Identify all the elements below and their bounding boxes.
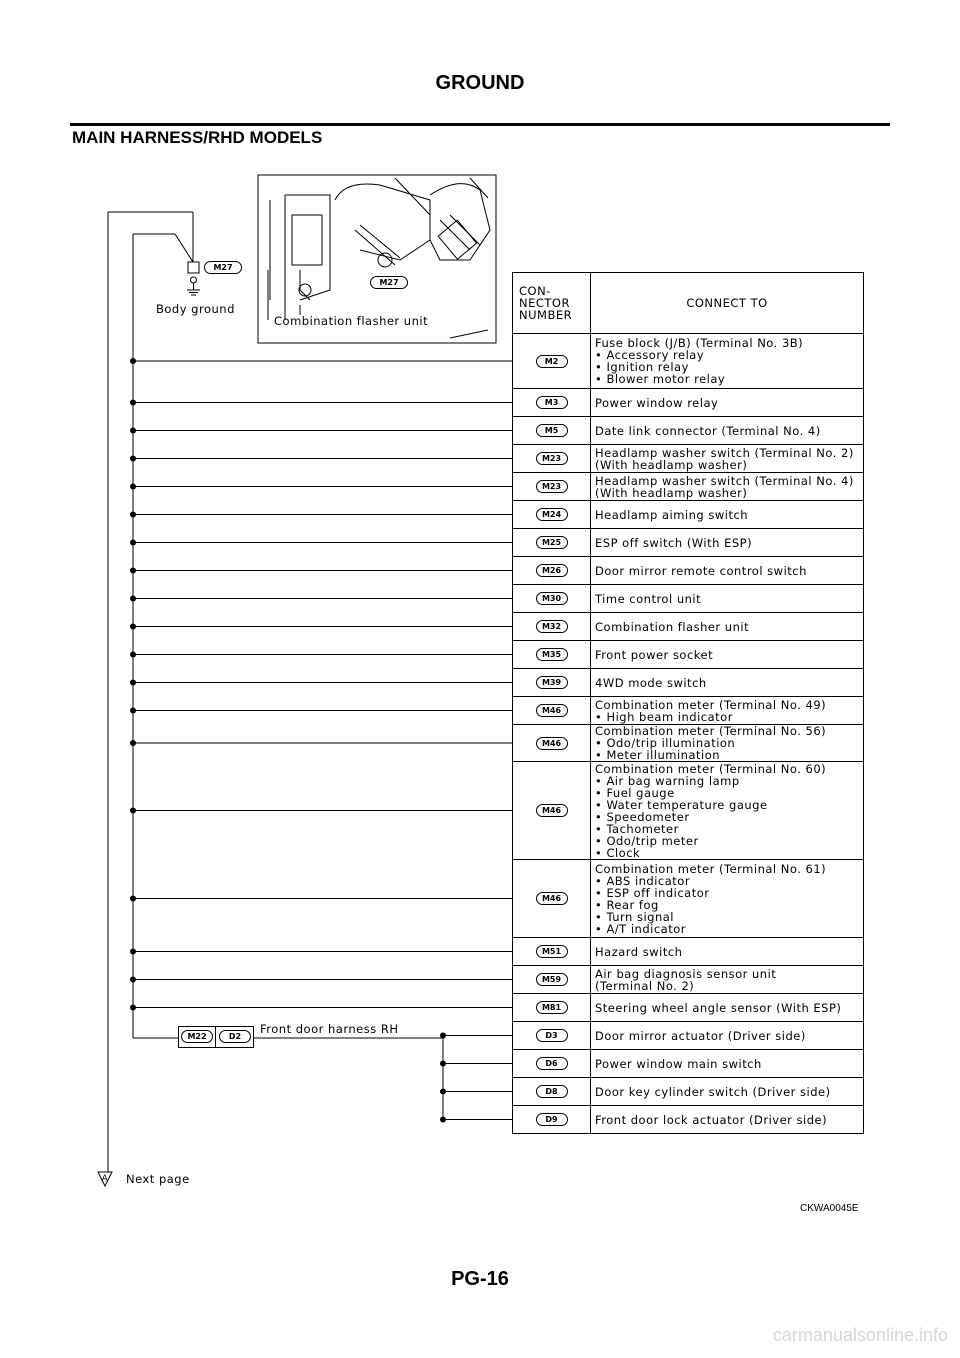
connector-label: M23	[536, 452, 568, 465]
connect-to-line: (With headlamp washer)	[595, 485, 748, 500]
splice-dot	[130, 949, 136, 955]
connect-to-line: • Turn signal	[595, 909, 674, 924]
connector-cell	[513, 697, 591, 725]
photo-connector-label: M27	[370, 276, 408, 289]
connect-to-cell	[591, 417, 864, 445]
page-number: PG-16	[451, 1268, 509, 1290]
connector-label: M30	[536, 592, 568, 605]
connect-to-cell	[591, 613, 864, 641]
connect-to-cell	[591, 725, 864, 762]
connector-cell	[513, 529, 591, 557]
connect-to-line: • Rear fog	[595, 897, 659, 912]
connect-to-line: Date link connector (Terminal No. 4)	[595, 423, 821, 438]
connector-label: M46	[536, 737, 568, 750]
connect-to-line: Steering wheel angle sensor (With ESP)	[595, 1000, 842, 1015]
splice-dot	[440, 1117, 446, 1123]
table-row	[513, 445, 864, 473]
table-row	[513, 585, 864, 613]
connect-to-cell	[591, 473, 864, 501]
splice-dot	[130, 740, 136, 746]
connect-to-line: • ABS indicator	[595, 873, 691, 888]
splice-dot	[130, 1005, 136, 1011]
splice-dot	[130, 624, 136, 630]
connector-cell	[513, 473, 591, 501]
table-row	[513, 1078, 864, 1106]
connector-label: D6	[536, 1057, 568, 1070]
connect-to-line: • ESP off indicator	[595, 885, 710, 900]
table-row	[513, 334, 864, 389]
connect-to-line: Headlamp aiming switch	[595, 507, 749, 522]
connect-to-cell	[591, 585, 864, 613]
junction-connector-d2: D2	[219, 1030, 251, 1043]
splice-dot	[130, 540, 136, 546]
connector-label: M32	[536, 620, 568, 633]
splice-dot	[130, 680, 136, 686]
table-row	[513, 557, 864, 585]
connect-to-line: • Water temperature gauge	[595, 797, 768, 812]
connect-to-line: • Tachometer	[595, 821, 679, 836]
connect-to-line: • Air bag warning lamp	[595, 773, 740, 788]
table-row	[513, 860, 864, 938]
connect-to-line: • Accessory relay	[595, 348, 705, 362]
connect-to-line: Fuse block (J/B) (Terminal No. 3B)	[595, 336, 804, 350]
connector-cell	[513, 641, 591, 669]
table-row	[513, 938, 864, 966]
connect-to-line: • Odo/trip meter	[595, 833, 699, 848]
connector-cell	[513, 966, 591, 994]
next-page-label: Next page	[126, 1172, 190, 1186]
connect-to-line: (Terminal No. 2)	[595, 978, 695, 993]
connector-label: M5	[536, 424, 568, 437]
table-row	[513, 966, 864, 994]
connect-to-line: Combination flasher unit	[595, 619, 750, 634]
connect-to-line: • Fuel gauge	[595, 785, 675, 800]
section-title: MAIN HARNESS/RHD MODELS	[72, 128, 323, 147]
junction-divider	[215, 1026, 216, 1048]
connector-cell	[513, 417, 591, 445]
connector-label: M81	[536, 1001, 568, 1014]
connector-cell	[513, 1022, 591, 1050]
connector-label: M59	[536, 973, 568, 986]
table-row	[513, 473, 864, 501]
connector-label: M46	[536, 704, 568, 717]
col-connect-to-header: CONNECT TO	[591, 273, 864, 334]
connect-to-line: Combination meter (Terminal No. 61)	[595, 861, 827, 876]
table-row	[513, 529, 864, 557]
connector-table	[512, 272, 864, 1134]
table-row	[513, 417, 864, 445]
connector-cell	[513, 557, 591, 585]
connect-to-line: • Clock	[595, 845, 641, 860]
connector-cell	[513, 1050, 591, 1078]
connect-to-line: Combination meter (Terminal No. 49)	[595, 697, 827, 712]
connect-to-line: Front power socket	[595, 647, 714, 662]
connect-to-cell	[591, 860, 864, 938]
splice-dot	[130, 484, 136, 490]
ground-label: Body ground	[156, 302, 235, 316]
connector-label: M46	[536, 804, 568, 817]
splice-dot	[130, 358, 136, 364]
connector-cell	[513, 613, 591, 641]
table-row	[513, 994, 864, 1022]
connect-to-cell	[591, 445, 864, 473]
connector-label: M51	[536, 945, 568, 958]
connector-cell	[513, 445, 591, 473]
connector-label: M24	[536, 508, 568, 521]
ground-symbol	[187, 262, 200, 295]
connect-to-line: Combination meter (Terminal No. 60)	[595, 761, 827, 776]
connect-to-cell	[591, 994, 864, 1022]
page-header-title: GROUND	[435, 72, 525, 94]
connector-label: M23	[536, 480, 568, 493]
connect-to-line: Door mirror actuator (Driver side)	[595, 1028, 806, 1043]
connect-to-cell	[591, 641, 864, 669]
connector-cell	[513, 669, 591, 697]
junction-label: Front door harness RH	[260, 1022, 399, 1036]
connect-to-line: • Meter illumination	[595, 748, 721, 762]
connect-to-line: Headlamp washer switch (Terminal No. 4)	[595, 473, 854, 488]
connect-to-line: Power window main switch	[595, 1056, 762, 1071]
connect-to-cell	[591, 966, 864, 994]
junction-connector-m22: M22	[181, 1030, 213, 1043]
splice-dot	[440, 1033, 446, 1039]
ground-trunk-inner-diag	[175, 234, 193, 262]
connect-to-cell	[591, 334, 864, 389]
connect-to-line: • A/T indicator	[595, 921, 686, 936]
table-header-row	[513, 273, 864, 334]
splice-dot	[130, 596, 136, 602]
connect-to-line: Front door lock actuator (Driver side)	[595, 1112, 828, 1127]
connector-cell	[513, 334, 591, 389]
connector-label: M35	[536, 648, 568, 661]
connect-to-line: Air bag diagnosis sensor unit	[595, 966, 777, 981]
splice-dot	[130, 652, 136, 658]
connector-cell	[513, 585, 591, 613]
connect-to-line: Combination meter (Terminal No. 56)	[595, 724, 827, 738]
table-row	[513, 1106, 864, 1134]
connect-to-line: • Ignition relay	[595, 360, 689, 374]
table-row	[513, 641, 864, 669]
connector-cell	[513, 938, 591, 966]
connect-to-cell	[591, 762, 864, 860]
splice-dot	[440, 1061, 446, 1067]
connector-label: M26	[536, 564, 568, 577]
connector-cell	[513, 725, 591, 762]
connect-to-cell	[591, 1050, 864, 1078]
table-row	[513, 613, 864, 641]
connect-to-cell	[591, 557, 864, 585]
connect-to-line: 4WD mode switch	[595, 675, 707, 690]
connect-to-line: • High beam indicator	[595, 709, 733, 724]
table-row	[513, 389, 864, 417]
connector-cell	[513, 501, 591, 529]
connect-to-line: • Speedometer	[595, 809, 690, 824]
ground-connector-label: M27	[204, 261, 242, 274]
connect-to-cell	[591, 529, 864, 557]
splice-dot	[130, 808, 136, 814]
connector-label: M25	[536, 536, 568, 549]
connect-to-cell	[591, 1106, 864, 1134]
connector-cell	[513, 1106, 591, 1134]
connect-to-cell	[591, 938, 864, 966]
connect-to-line: • Odo/trip illumination	[595, 736, 736, 750]
table-row	[513, 501, 864, 529]
connect-to-cell	[591, 501, 864, 529]
connect-to-line: Power window relay	[595, 395, 719, 410]
splice-dot	[130, 512, 136, 518]
connect-to-cell	[591, 697, 864, 725]
connect-to-line: Time control unit	[595, 591, 702, 606]
connect-to-line: Door mirror remote control switch	[595, 563, 807, 578]
connector-label: M46	[536, 892, 568, 905]
photo-caption: Combination flasher unit	[274, 314, 429, 328]
col-connector-header: CON- NECTOR NUMBER	[513, 273, 591, 334]
connect-to-line: ESP off switch (With ESP)	[595, 535, 753, 550]
connector-label: D9	[536, 1113, 568, 1126]
connector-cell	[513, 389, 591, 417]
footer-watermark: carmanualsonline.info	[772, 1325, 948, 1345]
table-row	[513, 1022, 864, 1050]
connect-to-line: • Blower motor relay	[595, 372, 726, 386]
connect-to-cell	[591, 1022, 864, 1050]
splice-dot	[130, 568, 136, 574]
splice-dot	[440, 1089, 446, 1095]
connector-label: M39	[536, 676, 568, 689]
connector-label: D3	[536, 1029, 568, 1042]
connector-cell	[513, 762, 591, 860]
connector-label: D8	[536, 1085, 568, 1098]
connect-to-line: Door key cylinder switch (Driver side)	[595, 1084, 831, 1099]
connector-label: M3	[536, 396, 568, 409]
connector-cell	[513, 860, 591, 938]
connector-cell	[513, 1078, 591, 1106]
connector-cell	[513, 994, 591, 1022]
connect-to-line: Headlamp washer switch (Terminal No. 2)	[595, 445, 854, 460]
splice-dot	[130, 400, 136, 406]
splice-dot	[130, 896, 136, 902]
splice-dot	[130, 456, 136, 462]
connector-label: M2	[536, 355, 568, 368]
figure-code: CKWA0045E	[800, 1203, 859, 1214]
connect-to-cell	[591, 1078, 864, 1106]
splice-dot	[130, 428, 136, 434]
connect-to-cell	[591, 669, 864, 697]
table-row	[513, 669, 864, 697]
table-row	[513, 762, 864, 860]
table-row	[513, 725, 864, 762]
connect-to-cell	[591, 389, 864, 417]
table-row	[513, 697, 864, 725]
table-row	[513, 1050, 864, 1078]
connect-to-line: Hazard switch	[595, 944, 683, 959]
connect-to-line: (With headlamp washer)	[595, 457, 748, 472]
next-page-marker: A	[101, 1174, 109, 1184]
splice-dot	[130, 977, 136, 983]
splice-dot	[130, 708, 136, 714]
